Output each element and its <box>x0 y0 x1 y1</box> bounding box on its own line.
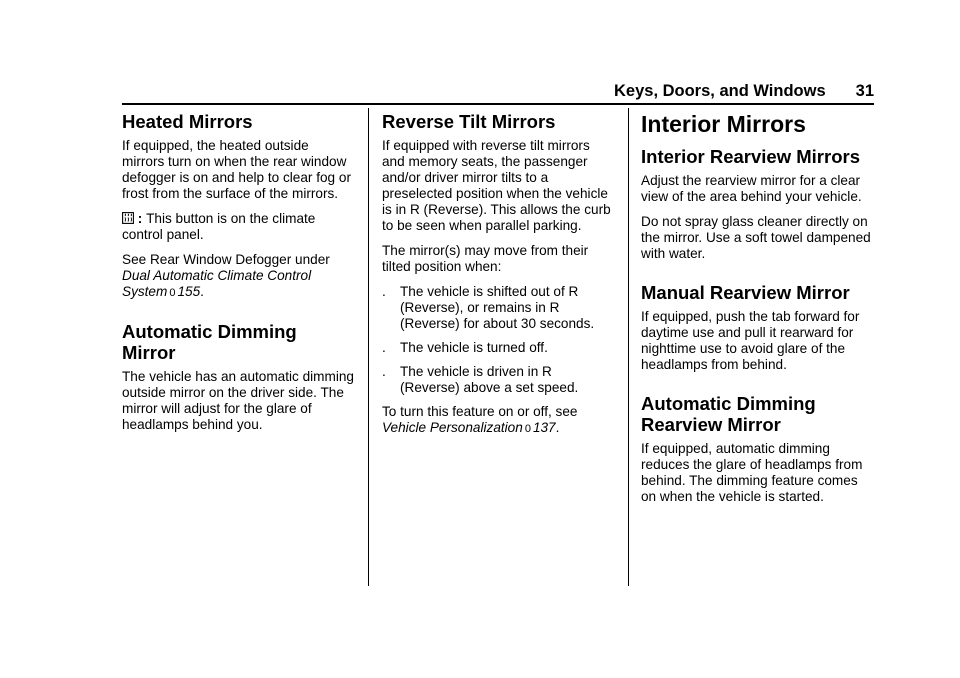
paragraph-see <box>382 404 614 437</box>
page-arrow-icon: 0 <box>169 287 176 299</box>
paragraph-defogger <box>122 211 354 243</box>
section-title-manual-rearview-mirror: Manual Rearview Mirror <box>641 282 850 303</box>
bullet-mark: . <box>382 340 386 355</box>
title-line: Automatic Dimming <box>641 393 816 414</box>
bullet-mark: . <box>382 284 386 299</box>
column-right <box>641 110 873 514</box>
title-line: Rearview Mirror <box>641 414 781 435</box>
bullet-mark: . <box>382 364 386 379</box>
section-title-heated-mirrors: Heated Mirrors <box>122 111 253 132</box>
page-reference[interactable]: 137 <box>532 420 556 435</box>
section-title-reverse-tilt-mirrors: Reverse Tilt Mirrors <box>382 111 556 132</box>
colon: : <box>134 211 147 226</box>
period: . <box>200 284 204 299</box>
cross-reference-link[interactable]: Dual Automatic Climate Control System <box>122 268 312 299</box>
paragraph: If equipped, automatic dimming reduces the glare of headlamps from behind. The dimming feature comes on when the vehicle is started. <box>641 441 863 504</box>
page-header <box>122 82 874 101</box>
page-arrow-icon: 0 <box>524 423 531 435</box>
title-line: Mirror <box>122 342 176 363</box>
bullet-text: The vehicle is driven in R (Reverse) above a set speed. <box>400 364 579 395</box>
cross-reference-link[interactable]: Vehicle Personalization <box>382 420 523 435</box>
see-text: To turn this feature on or off, see <box>382 404 578 419</box>
defogger-text: This button is on the climate control panel. <box>122 211 316 242</box>
list-item <box>382 364 614 396</box>
column-divider <box>628 108 629 586</box>
paragraph: Adjust the rearview mirror for a clear view of the area behind your vehicle. <box>641 173 862 204</box>
section-title-interior-rearview-mirrors: Interior Rearview Mirrors <box>641 146 860 167</box>
list-item <box>382 340 614 356</box>
paragraph-see <box>122 252 354 301</box>
paragraph: The mirror(s) may move from their tilted position when: <box>382 243 589 274</box>
chapter-name: Keys, Doors, and Windows <box>614 82 826 100</box>
bullet-text: The vehicle is turned off. <box>400 340 548 355</box>
page-reference[interactable]: 155 <box>177 284 201 299</box>
title-line: Automatic Dimming <box>122 321 297 342</box>
section-title-automatic-dimming-mirror <box>122 321 354 363</box>
column-middle <box>382 110 614 446</box>
header-rule <box>122 103 874 105</box>
paragraph: The vehicle has an automatic dimming outside mirror on the driver side. The mirror will adjust for the glare of headlamps behind you. <box>122 369 354 432</box>
bullet-text: The vehicle is shifted out of R (Reverse), or remains in R (Reverse) for about 30 seconds. <box>400 284 595 331</box>
section-title-automatic-dimming-rearview-mirror <box>641 393 873 435</box>
paragraph: If equipped, push the tab forward for daytime use and pull it rearward for nighttime use to avoid glare of the headlamps from behind. <box>641 309 860 372</box>
chapter-title-interior-mirrors: Interior Mirrors <box>641 111 806 137</box>
page-number: 31 <box>855 82 874 100</box>
see-text: See Rear Window Defogger under <box>122 252 330 267</box>
period: . <box>555 420 560 435</box>
column-divider <box>368 108 369 586</box>
rear-defogger-icon <box>122 212 134 224</box>
paragraph: If equipped with reverse tilt mirrors and memory seats, the passenger and/or driver mirror tilts to a preselected position when the vehicle is in R (Reverse). This allows the curb to be seen when parallel parking. <box>382 138 611 233</box>
paragraph: If equipped, the heated outside mirrors turn on when the rear window defogger is on and help to clear fog or frost from the surface of the mirrors. <box>122 138 351 201</box>
list-item <box>382 284 614 332</box>
column-left <box>122 110 354 442</box>
paragraph: Do not spray glass cleaner directly on the mirror. Use a soft towel dampened with water. <box>641 214 871 261</box>
